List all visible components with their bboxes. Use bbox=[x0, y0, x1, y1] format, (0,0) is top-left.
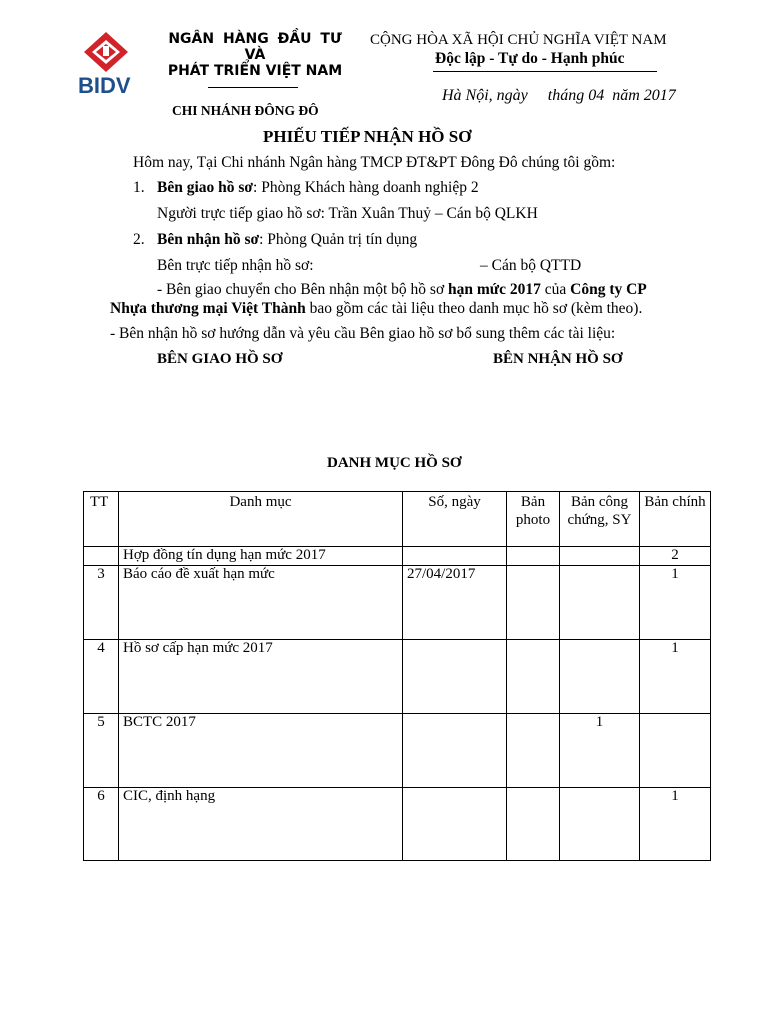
row-notarized bbox=[560, 788, 640, 861]
row-original: 1 bbox=[640, 566, 711, 640]
nation-title: CỘNG HÒA XÃ HỘI CHỦ NGHĨA VIỆT NAM bbox=[370, 32, 667, 48]
row-original: 2 bbox=[640, 547, 711, 566]
row-photo bbox=[507, 788, 560, 861]
header-notarized: Bản công chứng, SY bbox=[560, 492, 640, 547]
row-ref bbox=[403, 640, 507, 714]
para1-text-a: - Bên giao chuyển cho Bên nhận một bộ hồ sơ bbox=[157, 281, 449, 298]
bank-name bbox=[150, 31, 360, 79]
table-header-row bbox=[84, 492, 711, 547]
header-tt: TT bbox=[84, 492, 119, 547]
item-1-label: Bên giao hồ sơ bbox=[157, 179, 254, 196]
item-2-number: 2. bbox=[133, 231, 145, 248]
item-2-label: Bên nhận hồ sơ bbox=[157, 231, 260, 248]
item-1 bbox=[157, 179, 479, 197]
motto-underline bbox=[433, 71, 657, 72]
row-tt: 4 bbox=[84, 640, 119, 714]
item-2-person-role: – Cán bộ QTTD bbox=[480, 257, 582, 274]
row-photo bbox=[507, 640, 560, 714]
row-ref bbox=[403, 788, 507, 861]
row-item: Hợp đồng tín dụng hạn mức 2017 bbox=[119, 547, 403, 566]
signature-giver: BÊN GIAO HỒ SƠ bbox=[157, 351, 283, 367]
row-original: 1 bbox=[640, 788, 711, 861]
table-row bbox=[84, 714, 711, 788]
item-1-number: 1. bbox=[133, 179, 145, 196]
para1-text-d: Công ty CP bbox=[570, 281, 647, 298]
row-notarized: 1 bbox=[560, 714, 640, 788]
header-item: Danh mục bbox=[119, 492, 403, 547]
row-item: Hồ sơ cấp hạn mức 2017 bbox=[119, 640, 403, 714]
item-2-person-label: Bên trực tiếp nhận hồ sơ: bbox=[157, 257, 314, 274]
paragraph-1-line-2 bbox=[110, 300, 642, 318]
paragraph-1-line-1 bbox=[157, 281, 647, 299]
row-tt bbox=[84, 547, 119, 566]
row-notarized bbox=[560, 640, 640, 714]
paragraph-2: - Bên nhận hồ sơ hướng dẫn và yêu cầu Bên giao hồ sơ bổ sung thêm các tài liệu: bbox=[110, 325, 616, 342]
row-item: BCTC 2017 bbox=[119, 714, 403, 788]
motto: Độc lập - Tự do - Hạnh phúc bbox=[435, 50, 625, 67]
header-ref: Số, ngày bbox=[403, 492, 507, 547]
documents-table bbox=[83, 491, 711, 861]
row-photo bbox=[507, 547, 560, 566]
item-1-value: : Phòng Khách hàng doanh nghiệp 2 bbox=[253, 179, 479, 196]
para1-text-f: bao gồm các tài liệu theo danh mục hồ sơ (kèm theo). bbox=[305, 300, 643, 317]
item-1-person: Người trực tiếp giao hồ sơ: Trần Xuân Thuỷ – Cán bộ QLKH bbox=[157, 205, 538, 222]
bank-name-line-1: NGÂN HÀNG ĐẦU TƯ bbox=[168, 31, 342, 47]
header-photo: Bản photo bbox=[507, 492, 560, 547]
row-photo bbox=[507, 714, 560, 788]
table-row bbox=[84, 547, 711, 566]
signature-receiver: BÊN NHẬN HỒ SƠ bbox=[493, 351, 623, 367]
logo-text: BIDV bbox=[78, 73, 131, 98]
row-original: 1 bbox=[640, 640, 711, 714]
table-row bbox=[84, 788, 711, 861]
intro-line: Hôm nay, Tại Chi nhánh Ngân hàng TMCP ĐT&PT Đông Đô chúng tôi gồm: bbox=[133, 154, 616, 171]
row-item: Báo cáo đề xuất hạn mức bbox=[119, 566, 403, 640]
row-notarized bbox=[560, 566, 640, 640]
row-notarized bbox=[560, 547, 640, 566]
item-2 bbox=[157, 231, 417, 249]
row-ref: 27/04/2017 bbox=[403, 566, 507, 640]
document-title: PHIẾU TIẾP NHẬN HỒ SƠ bbox=[263, 127, 472, 146]
header-original: Bản chính bbox=[640, 492, 711, 547]
row-item: CIC, định hạng bbox=[119, 788, 403, 861]
row-original bbox=[640, 714, 711, 788]
item-2-value: : Phòng Quản trị tín dụng bbox=[259, 231, 418, 248]
bank-name-line-3: PHÁT TRIỂN VIỆT NAM bbox=[167, 63, 343, 79]
row-tt: 3 bbox=[84, 566, 119, 640]
table-row bbox=[84, 640, 711, 714]
row-tt: 5 bbox=[84, 714, 119, 788]
bank-name-line-2: VÀ bbox=[244, 47, 266, 63]
para1-text-e: Nhựa thương mại Việt Thành bbox=[110, 300, 306, 317]
branch-name: CHI NHÁNH ĐÔNG ĐÔ bbox=[172, 103, 319, 118]
table-row bbox=[84, 566, 711, 640]
para1-text-c: của bbox=[540, 281, 571, 298]
row-tt: 6 bbox=[84, 788, 119, 861]
row-ref bbox=[403, 714, 507, 788]
list-title: DANH MỤC HỒ SƠ bbox=[327, 455, 462, 471]
row-photo bbox=[507, 566, 560, 640]
row-ref bbox=[403, 547, 507, 566]
bank-name-underline bbox=[208, 87, 298, 88]
document-date: Hà Nội, ngày tháng 04 năm 2017 bbox=[442, 87, 676, 104]
para1-text-b: hạn mức 2017 bbox=[448, 281, 541, 298]
